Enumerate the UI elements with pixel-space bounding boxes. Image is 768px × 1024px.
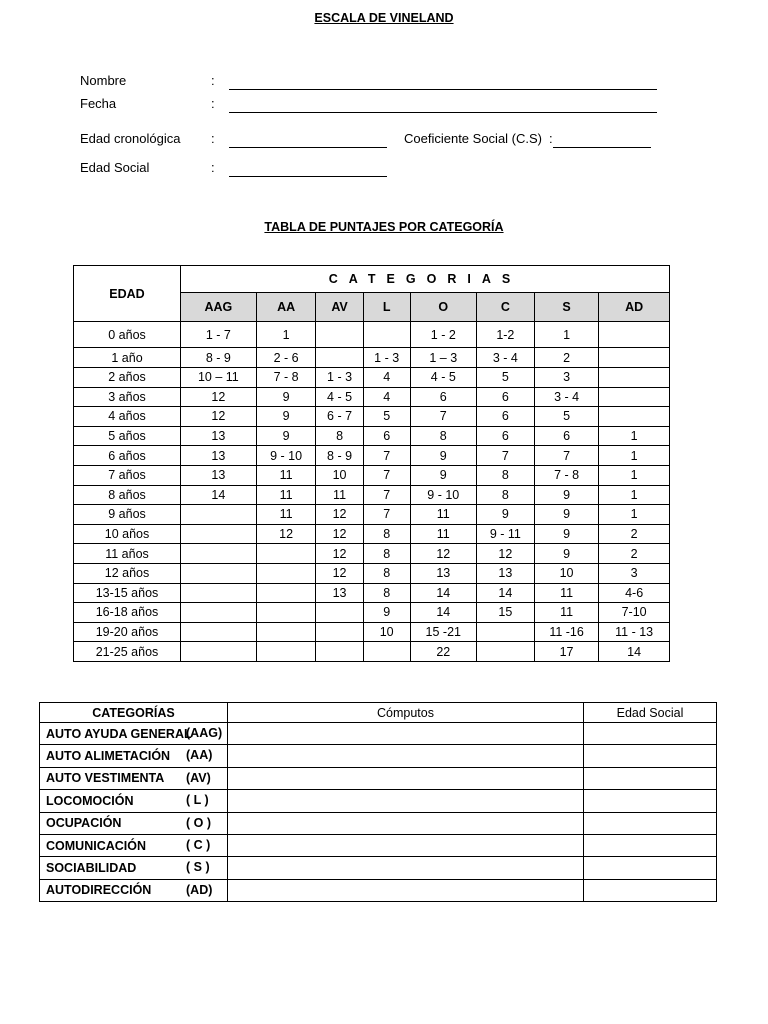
score-cell: 9 <box>256 387 316 407</box>
table-row <box>74 563 670 583</box>
edad-cronologica-field-line[interactable] <box>229 133 387 148</box>
category-name: AUTO AYUDA GENERAL <box>46 726 192 741</box>
table-row <box>40 767 717 789</box>
edad-social-cell[interactable] <box>584 812 717 834</box>
score-cell: 7 <box>476 446 534 466</box>
table-row <box>74 583 670 603</box>
table-row <box>40 723 717 745</box>
score-cell: 4 - 5 <box>410 368 476 388</box>
score-cell <box>599 368 670 388</box>
score-cell: 9 <box>534 544 598 564</box>
score-cell: 8 <box>363 563 410 583</box>
table-row <box>40 834 717 856</box>
edad-social-cell[interactable] <box>584 767 717 789</box>
table-row <box>74 322 670 348</box>
score-cell: 13 <box>181 465 257 485</box>
age-cell: 19-20 años <box>74 622 181 642</box>
score-cell: 11 <box>410 524 476 544</box>
score-cell: 14 <box>599 642 670 662</box>
column-header-s: S <box>534 293 598 322</box>
column-header-aa: AA <box>256 293 316 322</box>
score-cell: 1 - 7 <box>181 322 257 348</box>
score-cell: 9 <box>534 524 598 544</box>
age-cell: 4 años <box>74 407 181 427</box>
column-header-l: L <box>363 293 410 322</box>
score-cell: 3 <box>534 368 598 388</box>
category-name: OCUPACIÓN <box>46 816 122 831</box>
score-cell <box>256 622 316 642</box>
score-cell: 4 - 5 <box>316 387 363 407</box>
nombre-row <box>80 73 680 91</box>
table-row <box>74 544 670 564</box>
score-cell: 15 <box>476 603 534 623</box>
score-cell: 17 <box>534 642 598 662</box>
score-cell <box>316 322 363 348</box>
edad-cronologica-colon: : <box>211 131 215 146</box>
score-cell: 9 - 11 <box>476 524 534 544</box>
table-row <box>74 426 670 446</box>
score-cell <box>181 622 257 642</box>
age-cell: 2 años <box>74 368 181 388</box>
category-abbreviation: ( L ) <box>186 793 209 808</box>
score-cell <box>316 348 363 368</box>
fecha-colon: : <box>211 96 215 111</box>
category-name: AUTODIRECCIÓN <box>46 883 152 898</box>
category-name-cell <box>40 790 228 812</box>
score-cell: 7 - 8 <box>256 368 316 388</box>
table-row <box>74 642 670 662</box>
score-table <box>73 265 670 662</box>
table-row <box>40 745 717 767</box>
score-cell: 7 <box>363 465 410 485</box>
age-cell: 9 años <box>74 505 181 525</box>
score-cell <box>256 544 316 564</box>
categorias-header: CATEGORIAS <box>181 266 670 293</box>
score-cell: 14 <box>476 583 534 603</box>
score-cell: 11 <box>316 485 363 505</box>
score-cell: 14 <box>181 485 257 505</box>
score-cell <box>363 642 410 662</box>
score-cell: 6 <box>476 407 534 427</box>
score-cell <box>256 583 316 603</box>
score-cell: 11 <box>534 583 598 603</box>
score-cell <box>256 642 316 662</box>
coeficiente-social-label: Coeficiente Social (C.S) <box>404 131 542 146</box>
score-cell: 11 <box>256 485 316 505</box>
computos-cell[interactable] <box>228 723 584 745</box>
score-cell: 1 <box>599 485 670 505</box>
score-cell: 9 <box>363 603 410 623</box>
score-cell <box>256 563 316 583</box>
score-cell <box>316 622 363 642</box>
score-cell <box>476 622 534 642</box>
age-cell: 0 años <box>74 322 181 348</box>
score-cell: 12 <box>256 524 316 544</box>
score-cell: 9 <box>256 407 316 427</box>
category-name-cell <box>40 834 228 856</box>
score-cell: 9 - 10 <box>256 446 316 466</box>
score-cell: 6 - 7 <box>316 407 363 427</box>
edad-social-cell[interactable] <box>584 745 717 767</box>
score-cell: 5 <box>534 407 598 427</box>
table-row <box>74 524 670 544</box>
score-cell: 14 <box>410 603 476 623</box>
score-cell: 11 <box>534 603 598 623</box>
score-cell: 8 <box>363 583 410 603</box>
score-cell <box>316 603 363 623</box>
column-header-av: AV <box>316 293 363 322</box>
score-cell: 1 <box>534 322 598 348</box>
edad-social-column-header: Edad Social <box>584 703 717 723</box>
table-row <box>40 812 717 834</box>
score-cell: 3 - 4 <box>534 387 598 407</box>
categorias-column-header: CATEGORÍAS <box>40 703 228 723</box>
table-row <box>74 603 670 623</box>
score-cell <box>316 642 363 662</box>
score-cell <box>181 524 257 544</box>
category-abbreviation: (AAG) <box>186 726 223 740</box>
computos-cell[interactable] <box>228 745 584 767</box>
score-cell: 7 <box>363 446 410 466</box>
score-cell: 14 <box>410 583 476 603</box>
nombre-colon: : <box>211 73 215 88</box>
score-cell <box>181 505 257 525</box>
score-cell: 2 <box>599 524 670 544</box>
score-cell: 1 <box>599 505 670 525</box>
table-title: TABLA DE PUNTAJES POR CATEGORÍA <box>264 220 504 234</box>
score-cell: 12 <box>316 544 363 564</box>
score-cell: 9 <box>410 465 476 485</box>
score-cell: 12 <box>316 563 363 583</box>
category-name: AUTO ALIMETACIÓN <box>46 749 171 764</box>
edad-social-colon: : <box>211 160 215 175</box>
score-cell <box>181 603 257 623</box>
coeficiente-social-colon: : <box>549 131 553 146</box>
table-row <box>74 348 670 368</box>
score-cell: 2 - 6 <box>256 348 316 368</box>
table-row <box>74 446 670 466</box>
fecha-row <box>80 96 680 114</box>
age-cell: 6 años <box>74 446 181 466</box>
score-cell: 7 <box>363 485 410 505</box>
edad-social-cell[interactable] <box>584 723 717 745</box>
table-row <box>74 465 670 485</box>
score-cell: 12 <box>476 544 534 564</box>
score-cell <box>181 544 257 564</box>
score-cell: 4-6 <box>599 583 670 603</box>
category-name-cell <box>40 723 228 745</box>
score-cell: 10 <box>363 622 410 642</box>
score-cell: 12 <box>410 544 476 564</box>
score-cell: 7 <box>363 505 410 525</box>
age-cell: 11 años <box>74 544 181 564</box>
score-cell: 5 <box>363 407 410 427</box>
score-cell: 1 <box>599 465 670 485</box>
age-cell: 5 años <box>74 426 181 446</box>
age-cell: 13-15 años <box>74 583 181 603</box>
table-row <box>74 485 670 505</box>
score-cell: 1-2 <box>476 322 534 348</box>
score-cell: 11 -16 <box>534 622 598 642</box>
score-cell: 3 <box>599 563 670 583</box>
score-cell: 7 - 8 <box>534 465 598 485</box>
summary-table <box>39 702 717 902</box>
score-cell <box>476 642 534 662</box>
age-cell: 3 años <box>74 387 181 407</box>
score-cell: 1 – 3 <box>410 348 476 368</box>
fecha-label: Fecha <box>80 96 117 111</box>
score-cell: 13 <box>181 446 257 466</box>
score-cell: 1 - 3 <box>316 368 363 388</box>
nombre-field-line[interactable] <box>229 75 657 90</box>
score-cell: 8 <box>363 524 410 544</box>
score-cell: 8 <box>363 544 410 564</box>
category-name-cell <box>40 745 228 767</box>
score-cell: 15 -21 <box>410 622 476 642</box>
edad-header: EDAD <box>74 266 181 322</box>
score-cell: 7 <box>534 446 598 466</box>
edad-social-cell[interactable] <box>584 879 717 901</box>
score-cell: 10 <box>316 465 363 485</box>
score-cell: 9 <box>476 505 534 525</box>
score-cell: 13 <box>316 583 363 603</box>
category-name-cell <box>40 767 228 789</box>
score-cell: 8 <box>316 426 363 446</box>
category-name: AUTO VESTIMENTA <box>46 771 165 786</box>
score-cell: 13 <box>181 426 257 446</box>
table-row <box>74 387 670 407</box>
edad-social-cell[interactable] <box>584 857 717 879</box>
score-cell: 1 <box>599 446 670 466</box>
edad-social-row <box>80 160 680 178</box>
score-cell: 4 <box>363 387 410 407</box>
score-cell: 11 <box>256 465 316 485</box>
category-name-cell <box>40 812 228 834</box>
column-header-aag: AAG <box>181 293 257 322</box>
score-cell: 6 <box>410 387 476 407</box>
score-cell <box>599 387 670 407</box>
category-abbreviation: (AD) <box>186 882 213 897</box>
score-cell: 9 <box>534 485 598 505</box>
category-abbreviation: (AA) <box>186 748 213 763</box>
score-cell: 1 <box>256 322 316 348</box>
score-cell: 4 <box>363 368 410 388</box>
column-header-c: C <box>476 293 534 322</box>
score-cell <box>599 348 670 368</box>
score-cell: 10 <box>534 563 598 583</box>
score-cell: 8 <box>410 426 476 446</box>
computos-cell[interactable] <box>228 834 584 856</box>
column-header-ad: AD <box>599 293 670 322</box>
score-cell <box>363 322 410 348</box>
score-cell: 6 <box>476 387 534 407</box>
score-cell: 9 - 10 <box>410 485 476 505</box>
edad-social-label: Edad Social <box>80 160 150 175</box>
category-name-cell <box>40 857 228 879</box>
score-cell: 12 <box>316 524 363 544</box>
score-cell: 8 <box>476 465 534 485</box>
score-cell: 6 <box>476 426 534 446</box>
score-cell: 1 - 2 <box>410 322 476 348</box>
score-cell: 12 <box>181 387 257 407</box>
score-cell: 1 <box>599 426 670 446</box>
table-row <box>74 622 670 642</box>
score-cell: 7 <box>410 407 476 427</box>
score-cell: 2 <box>599 544 670 564</box>
computos-cell[interactable] <box>228 790 584 812</box>
score-cell: 1 - 3 <box>363 348 410 368</box>
computos-column-header: Cómputos <box>228 703 584 723</box>
age-cell: 16-18 años <box>74 603 181 623</box>
computos-cell[interactable] <box>228 857 584 879</box>
category-name: SOCIABILIDAD <box>46 861 137 876</box>
table-row <box>74 407 670 427</box>
score-cell: 9 <box>534 505 598 525</box>
age-cell: 10 años <box>74 524 181 544</box>
score-cell: 11 - 13 <box>599 622 670 642</box>
score-cell: 3 - 4 <box>476 348 534 368</box>
column-header-o: O <box>410 293 476 322</box>
score-cell: 12 <box>181 407 257 427</box>
score-cell: 2 <box>534 348 598 368</box>
score-cell: 13 <box>476 563 534 583</box>
table-row <box>74 505 670 525</box>
score-cell: 11 <box>256 505 316 525</box>
score-cell <box>599 322 670 348</box>
edad-cronologica-row <box>80 131 680 149</box>
age-cell: 8 años <box>74 485 181 505</box>
nombre-label: Nombre <box>80 73 127 88</box>
score-cell: 9 <box>410 446 476 466</box>
score-cell <box>599 407 670 427</box>
score-cell: 5 <box>476 368 534 388</box>
category-abbreviation: ( C ) <box>186 837 211 852</box>
age-cell: 1 año <box>74 348 181 368</box>
computos-cell[interactable] <box>228 879 584 901</box>
table-row <box>40 879 717 901</box>
category-abbreviation: ( S ) <box>186 860 210 875</box>
category-abbreviation: (AV) <box>186 770 211 785</box>
score-cell: 12 <box>316 505 363 525</box>
edad-social-cell[interactable] <box>584 834 717 856</box>
score-cell <box>181 583 257 603</box>
score-cell: 8 - 9 <box>316 446 363 466</box>
edad-social-cell[interactable] <box>584 790 717 812</box>
score-cell: 11 <box>410 505 476 525</box>
edad-social-field-line[interactable] <box>229 162 387 177</box>
score-cell <box>181 563 257 583</box>
fecha-field-line[interactable] <box>229 98 657 113</box>
category-name-cell <box>40 879 228 901</box>
table-row <box>74 368 670 388</box>
score-cell: 8 - 9 <box>181 348 257 368</box>
score-cell: 7-10 <box>599 603 670 623</box>
age-cell: 7 años <box>74 465 181 485</box>
document-title: ESCALA DE VINELAND <box>314 11 454 25</box>
computos-cell[interactable] <box>228 812 584 834</box>
category-abbreviation: ( O ) <box>186 815 211 830</box>
edad-cronologica-label: Edad cronológica <box>80 131 181 146</box>
coeficiente-social-field-line[interactable] <box>553 133 651 148</box>
age-cell: 21-25 años <box>74 642 181 662</box>
score-cell <box>181 642 257 662</box>
table-row <box>40 790 717 812</box>
score-cell: 8 <box>476 485 534 505</box>
score-cell: 9 <box>256 426 316 446</box>
score-cell: 13 <box>410 563 476 583</box>
table-row <box>40 857 717 879</box>
score-cell: 6 <box>363 426 410 446</box>
age-cell: 12 años <box>74 563 181 583</box>
score-cell <box>256 603 316 623</box>
category-name: LOCOMOCIÓN <box>46 793 134 808</box>
computos-cell[interactable] <box>228 767 584 789</box>
score-cell: 6 <box>534 426 598 446</box>
score-cell: 22 <box>410 642 476 662</box>
score-cell: 10 – 11 <box>181 368 257 388</box>
category-name: COMUNICACIÓN <box>46 838 146 853</box>
